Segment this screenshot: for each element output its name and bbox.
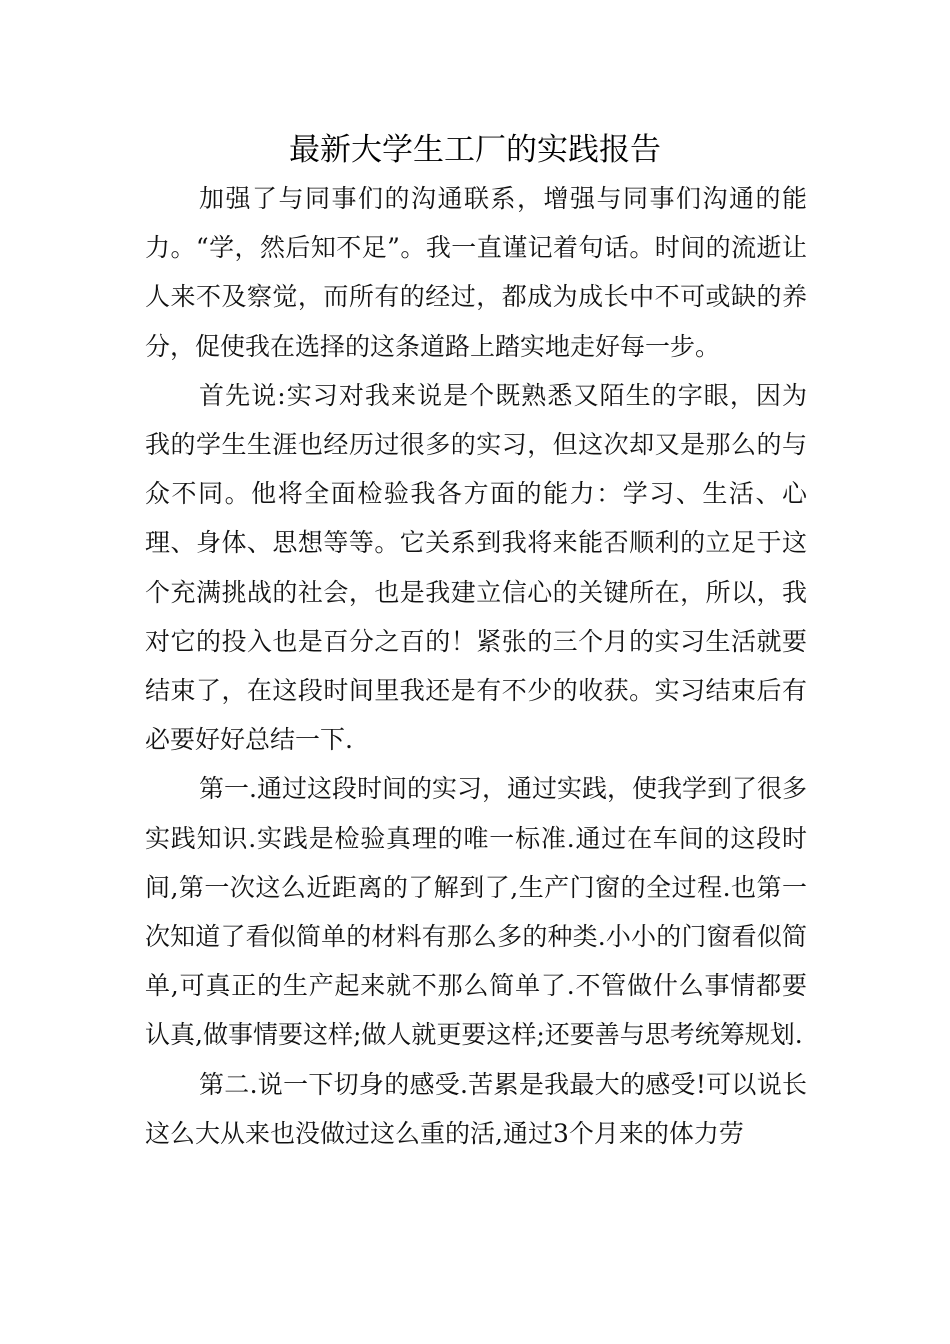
paragraph-1: 加强了与同事们的沟通联系，增强与同事们沟通的能力。“学，然后知不足”。我一直谨记着句话。时间的流逝让人来不及察觉，而所有的经过，都成为成长中不可或缺的养分，促使我在选择的这条道路上踏实地走好每一步。 (145, 184, 807, 361)
paragraph-4: 第二.说一下切身的感受.苦累是我最大的感受!可以说长这么大从来也没做过这么重的活,通过3个月来的体力劳 (145, 1069, 807, 1148)
document-title: 最新大学生工厂的实践报告 (289, 132, 661, 168)
paragraph-3: 第一.通过这段时间的实习，通过实践，使我学到了很多实践知识.实践是检验真理的唯一标准.通过在车间的这段时间,第一次这么近距离的了解到了,生产门窗的全过程.也第一次知道了看似简单的材料有那么多的种类.小小的门窗看似简单,可真正的生产起来就不那么简单了.不管做什么事情都要认真,做事情要这样;做人就更要这样;还要善与思考统筹规划. (145, 774, 807, 1050)
paragraph-2: 首先说:实习对我来说是个既熟悉又陌生的字眼，因为我的学生生涯也经历过很多的实习，但这次却又是那么的与众不同。他将全面检验我各方面的能力：学习、生活、心理、身体、思想等等。它关系到我将来能否顺利的立足于这个充满挑战的社会，也是我建立信心的关键所在，所以，我对它的投入也是百分之百的！紧张的三个月的实习生活就要结束了，在这段时间里我还是有不少的收获。实习结束后有必要好好总结一下. (145, 380, 807, 755)
document-body (145, 174, 807, 1158)
